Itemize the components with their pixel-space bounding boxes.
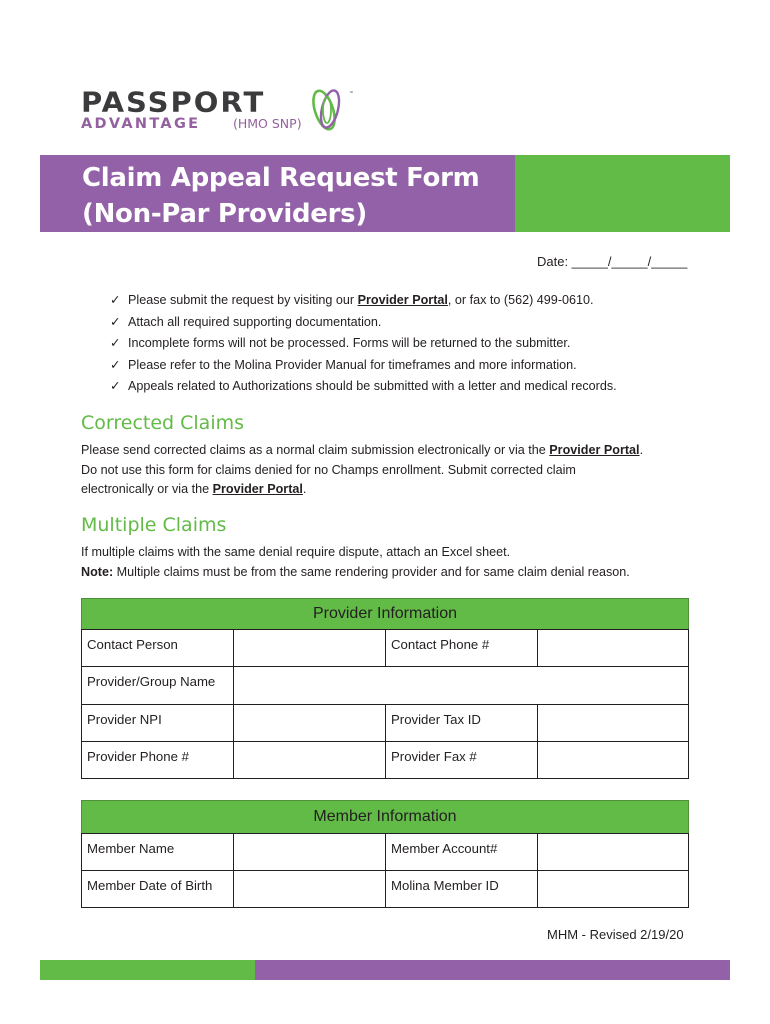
leaf-logo-icon — [310, 84, 350, 134]
provider-fax-label: Provider Fax # — [385, 741, 538, 779]
check-icon: ✓ — [110, 336, 121, 351]
logo-sub-2: (HMO SNP) — [233, 116, 302, 131]
member-account-input[interactable] — [537, 833, 689, 871]
banner-green-block — [515, 155, 730, 232]
multiple-claims-text: If multiple claims with the same denial require dispute, attach an Excel sheet. Note: Multiple claims must be from the same rendering provider and for same claim denial reason. — [81, 545, 630, 579]
revision-note: MHM - Revised 2/19/20 — [547, 927, 684, 942]
multiple-claims-heading: Multiple Claims — [81, 514, 227, 536]
date-field[interactable]: Date: _____/_____/_____ — [537, 254, 688, 269]
provider-phone-input[interactable] — [233, 741, 386, 779]
member-dob-input[interactable] — [233, 870, 386, 908]
member-dob-label: Member Date of Birth — [81, 870, 234, 908]
logo-brand: PASSPORT — [81, 85, 266, 119]
provider-phone-label: Provider Phone # — [81, 741, 234, 779]
instruction-item: ✓ Appeals related to Authorizations should be submitted with a letter and medical records. — [110, 379, 617, 394]
member-name-label: Member Name — [81, 833, 234, 871]
provider-tax-id-input[interactable] — [537, 704, 689, 742]
instructions-list — [110, 292, 617, 400]
molina-member-id-label: Molina Member ID — [385, 870, 538, 908]
instruction-item: ✓ Incomplete forms will not be processed. Forms will be returned to the submitter. — [110, 336, 571, 351]
instruction-item: ✓ Attach all required supporting documentation. — [110, 314, 382, 329]
instruction-item: ✓ Please refer to the Molina Provider Manual for timeframes and more information. — [110, 357, 577, 372]
trademark-symbol: ™ — [349, 90, 353, 95]
provider-fax-input[interactable] — [537, 741, 689, 779]
corrected-claims-text: Please send corrected claims as a normal claim submission electronically or via the Provider Portal. Do not use this form for claims denied for no Champs enrollment. Submit corrected claim electronically or via the Provider Portal. — [81, 443, 644, 496]
check-icon: ✓ — [110, 357, 121, 372]
member-name-input[interactable] — [233, 833, 386, 871]
provider-npi-label: Provider NPI — [81, 704, 234, 742]
check-icon: ✓ — [110, 379, 121, 394]
contact-phone-label: Contact Phone # — [385, 629, 538, 667]
check-icon: ✓ — [110, 314, 121, 329]
footer-purple-bar — [255, 960, 730, 980]
logo-sub: ADVANTAGE — [81, 116, 201, 132]
provider-portal-link[interactable]: Provider Portal — [357, 293, 448, 307]
note-label: Note: — [81, 564, 114, 579]
group-name-input[interactable] — [233, 666, 689, 705]
member-account-label: Member Account# — [385, 833, 538, 871]
title-banner — [40, 155, 515, 232]
corrected-claims-heading: Corrected Claims — [81, 412, 245, 434]
member-information-header: Member Information — [81, 800, 689, 834]
contact-phone-input[interactable] — [537, 629, 689, 667]
provider-npi-input[interactable] — [233, 704, 386, 742]
group-name-label: Provider/Group Name — [81, 666, 234, 705]
provider-tax-id-label: Provider Tax ID — [385, 704, 538, 742]
molina-member-id-input[interactable] — [537, 870, 689, 908]
footer-green-bar — [40, 960, 255, 980]
provider-portal-link[interactable]: Provider Portal — [212, 482, 303, 496]
form-title-line1: Claim Appeal Request Form — [82, 163, 480, 193]
instruction-item: ✓ Please submit the request by visiting our Provider Portal, or fax to (562) 499-0610. — [110, 293, 594, 307]
contact-person-input[interactable] — [233, 629, 386, 667]
form-title-line2: (Non-Par Providers) — [82, 199, 367, 229]
contact-person-label: Contact Person — [81, 629, 234, 667]
provider-portal-link[interactable]: Provider Portal — [549, 443, 640, 457]
passport-advantage-logo — [81, 84, 361, 134]
provider-information-header: Provider Information — [81, 598, 689, 630]
check-icon: ✓ — [110, 293, 121, 307]
